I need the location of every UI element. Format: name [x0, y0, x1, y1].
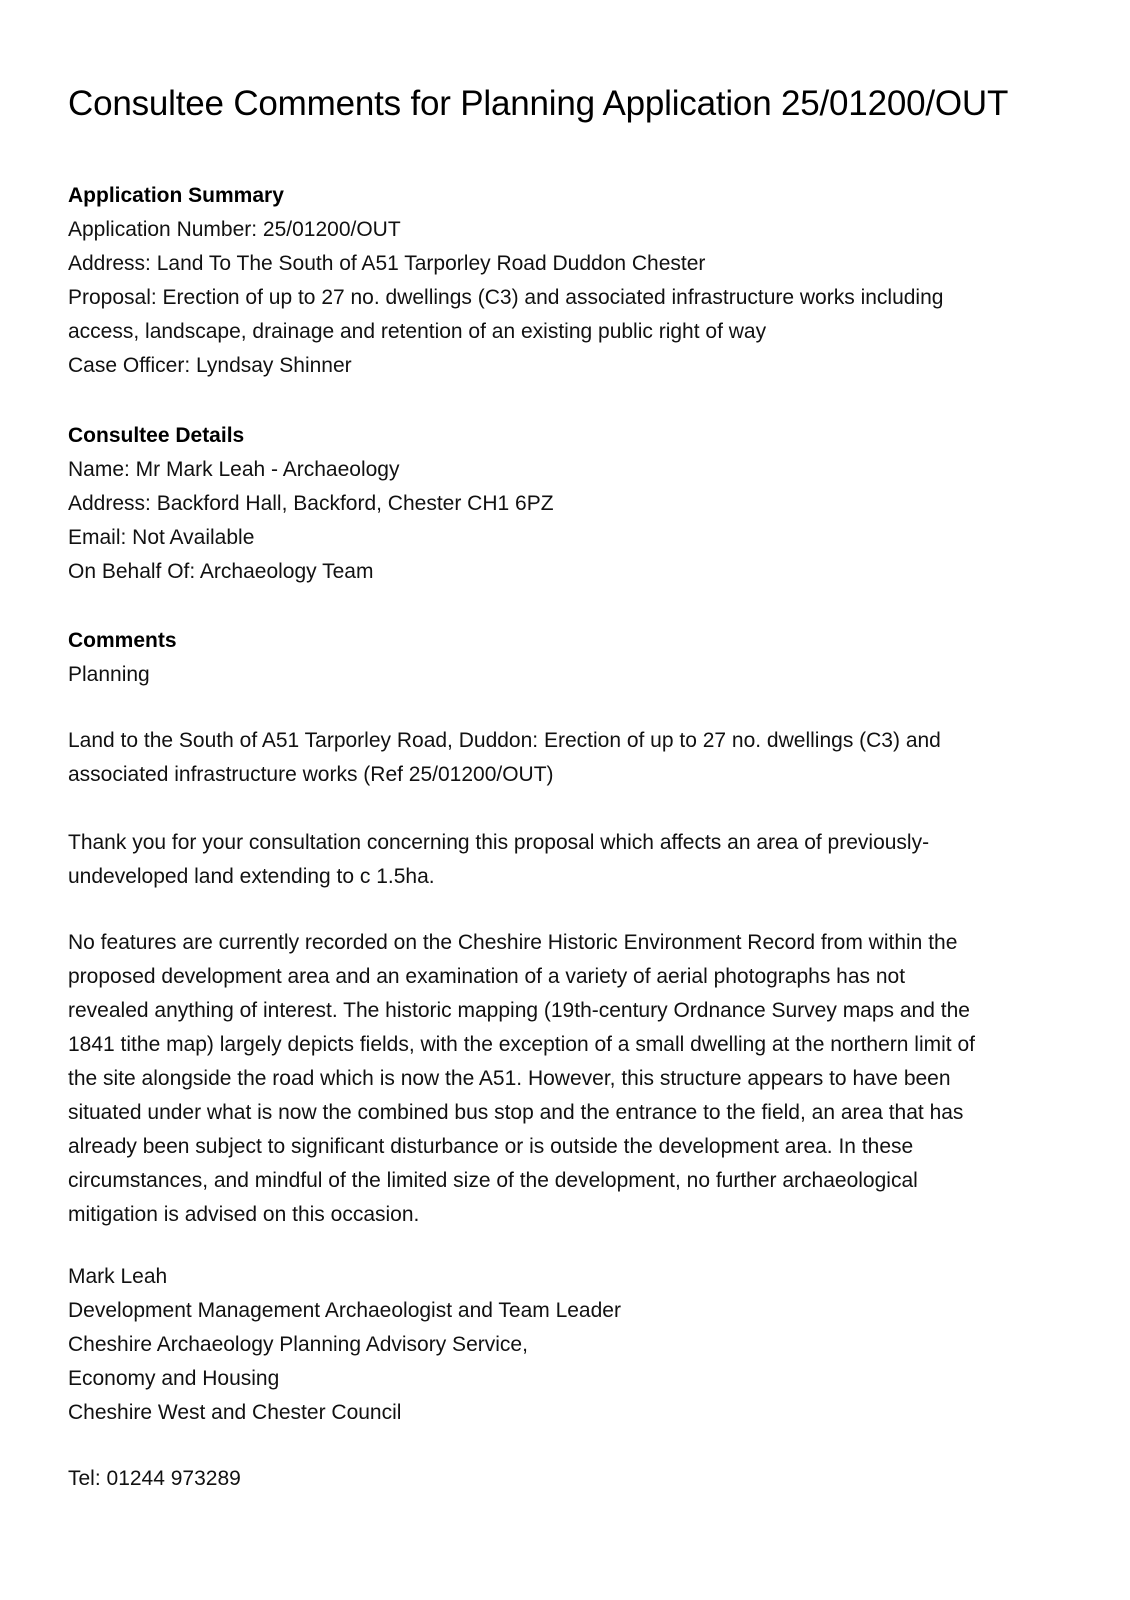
- consultee-address: Address: Backford Hall, Backford, Chester CH1 6PZ: [68, 492, 554, 515]
- assessment-line: circumstances, and mindful of the limited size of the development, no further archaeological: [68, 1169, 918, 1192]
- reference-line-1: Land to the South of A51 Tarporley Road, Duddon: Erection of up to 27 no. dwellings (C3) and: [68, 729, 941, 752]
- comments-section: [68, 624, 1078, 692]
- case-officer: Case Officer: Lyndsay Shinner: [68, 354, 352, 377]
- signature-block: [68, 1260, 1078, 1430]
- application-number: Application Number: 25/01200/OUT: [68, 218, 401, 241]
- assessment-line: situated under what is now the combined bus stop and the entrance to the field, an area that has: [68, 1101, 964, 1124]
- thanks-line-1: Thank you for your consultation concerning this proposal which affects an area of previously-: [68, 831, 930, 854]
- consultee-on-behalf-of: On Behalf Of: Archaeology Team: [68, 560, 374, 583]
- assessment-line: mitigation is advised on this occasion.: [68, 1203, 420, 1226]
- signatory-directorate: Economy and Housing: [68, 1367, 280, 1390]
- thanks-paragraph: [68, 826, 1078, 894]
- signatory-service: Cheshire Archaeology Planning Advisory Service,: [68, 1333, 528, 1356]
- proposal-line-2: access, landscape, drainage and retention of an existing public right of way: [68, 320, 767, 343]
- assessment-line: 1841 tithe map) largely depicts fields, with the exception of a small dwelling at the northern limit of: [68, 1033, 975, 1056]
- page-title: Consultee Comments for Planning Application 25/01200/OUT: [68, 84, 1009, 123]
- reference-line-2: associated infrastructure works (Ref 25/01200/OUT): [68, 763, 554, 786]
- comments-intro: Planning: [68, 663, 150, 686]
- signatory-role: Development Management Archaeologist and Team Leader: [68, 1299, 621, 1322]
- proposal-line-1: Proposal: Erection of up to 27 no. dwellings (C3) and associated infrastructure works including: [68, 286, 944, 309]
- assessment-line: No features are currently recorded on the Cheshire Historic Environment Record from within the: [68, 931, 958, 954]
- telephone-number: Tel: 01244 973289: [68, 1467, 241, 1490]
- consultee-email: Email: Not Available: [68, 526, 255, 549]
- telephone-block: [68, 1462, 1078, 1496]
- consultee-name: Name: Mr Mark Leah - Archaeology: [68, 458, 400, 481]
- signatory-council: Cheshire West and Chester Council: [68, 1401, 402, 1424]
- assessment-line: the site alongside the road which is now the A51. However, this structure appears to have been: [68, 1067, 951, 1090]
- consultee-details-heading: Consultee Details: [68, 424, 245, 447]
- assessment-line: proposed development area and an examination of a variety of aerial photographs has not: [68, 965, 906, 988]
- reference-paragraph: [68, 724, 1078, 792]
- assessment-line: revealed anything of interest. The historic mapping (19th-century Ordnance Survey maps and the: [68, 999, 970, 1022]
- assessment-paragraph: [68, 926, 1078, 1232]
- comments-heading: Comments: [68, 629, 177, 652]
- application-summary-heading: Application Summary: [68, 184, 284, 207]
- signatory-name: Mark Leah: [68, 1265, 168, 1288]
- application-address: Address: Land To The South of A51 Tarporley Road Duddon Chester: [68, 252, 706, 275]
- assessment-line: already been subject to significant disturbance or is outside the development area. In these: [68, 1135, 914, 1158]
- application-summary-section: [68, 179, 1078, 383]
- thanks-line-2: undeveloped land extending to c 1.5ha.: [68, 865, 435, 888]
- consultee-details-section: [68, 419, 1078, 589]
